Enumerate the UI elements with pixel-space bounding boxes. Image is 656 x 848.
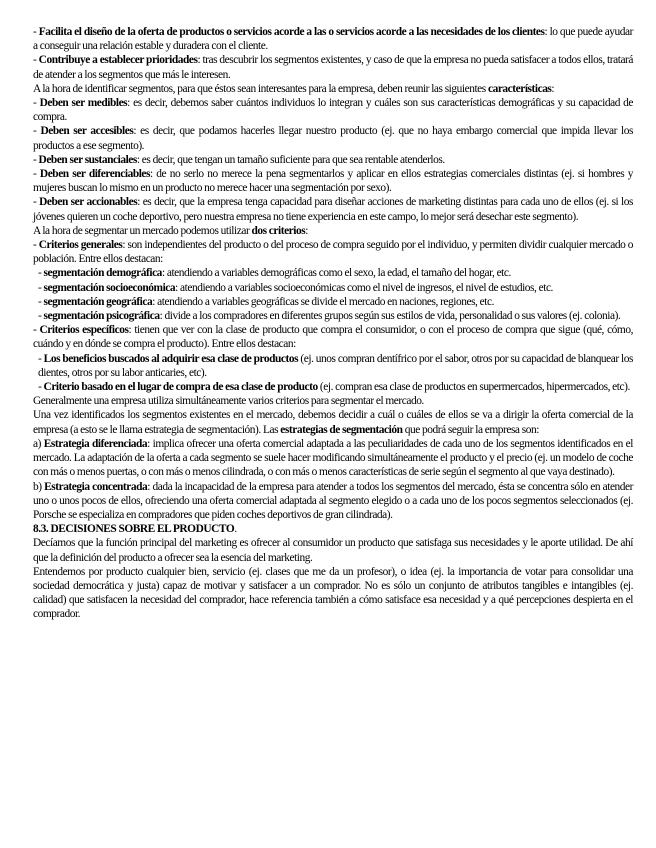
paragraph-text: (ej. compran esa clase de productos en supermercados, hipermercados, etc). — [317, 381, 630, 394]
bold-term: segmentación psicográfica — [43, 310, 160, 323]
bold-term: Deben ser sustanciales — [38, 153, 137, 166]
heading-text: 8.3. DECISIONES SOBRE EL PRODUCTO — [33, 523, 235, 536]
bullet: - — [33, 125, 41, 138]
bullet: - — [33, 54, 39, 67]
paragraph-accesibles — [33, 124, 633, 152]
paragraph-deciamos — [33, 536, 633, 564]
paragraph-text: : es decir, que podamos hacerles llegar nuestro producto (ej. que no haya embargo comercial que impida llevar los productos a ese segmento). — [33, 125, 633, 152]
paragraph-text: : atendiendo a variables demográficas como el sexo, la edad, el tamaño del hogar, etc. — [161, 267, 511, 280]
bullet: a) — [33, 437, 44, 450]
paragraph-socioeconomica — [33, 281, 633, 295]
paragraph-text: : son independientes del producto o del proceso de compra seguido por el individuo, y permiten dividir cualquier mercado o población. Entre ellos destacan: — [33, 239, 634, 266]
paragraph-text: : de no serlo no merece la pena segmentarlos y aplicar en ellos estrategias comerciales distintas (ej. si hombres y mujeres buscan lo mismo en un producto no merece hacer una segmentación por sexo). — [33, 168, 633, 195]
document-page — [33, 25, 633, 622]
bold-term: estrategias de segmentación — [280, 423, 403, 436]
paragraph-estrategia-concentrada — [33, 480, 633, 523]
paragraph-estrategia-diferenciada — [33, 437, 633, 480]
paragraph-estrategias-intro — [33, 408, 633, 436]
paragraph-text: Entendemos por producto cualquier bien, servicio (ej. clases que me da un profesor), o idea (ej. la importancia de votar para consolidar una sociedad democrática y justa) capaz de motivar y satisfacer a un comprador. No es sólo un conjunto de atributos tangibles e intangibles (ej. calidad) que satisfacen la necesidad del comprador, hace referencia también a cómo satisface esa necesidad y a qué percepciones despierta en el comprador. — [33, 565, 633, 621]
bullet: - — [38, 295, 44, 308]
bold-term: dos criterios — [251, 224, 306, 237]
bullet: - — [33, 196, 40, 209]
bullet: - — [33, 26, 39, 38]
bold-term: Criterio basado en el lugar de compra de esa clase de producto — [43, 381, 318, 394]
paragraph-contribuye — [33, 53, 633, 81]
paragraph-accionables — [33, 195, 633, 223]
paragraph-beneficios — [33, 352, 633, 380]
paragraph-generalmente — [33, 394, 633, 408]
bold-term: Deben ser medibles — [39, 97, 128, 110]
paragraph-text: (ej. unos compran dentífrico por el sabor, otros por su capacidad de blanquear los dientes, otros por su labor anticaries, etc). — [38, 352, 633, 379]
bold-term: Criterios específicos — [39, 324, 129, 337]
paragraph-diferenciables — [33, 167, 633, 195]
bullet: - — [33, 239, 39, 252]
paragraph-facilita — [33, 25, 633, 53]
section-heading — [33, 522, 633, 536]
paragraph-sustanciales — [33, 153, 633, 167]
paragraph-text: : es decir, que la empresa tenga capacidad para diseñar acciones de marketing distintas para cada uno de ellos (ej. si los jóvenes quieren un coche deportivo, pero nuestra empresa no tiene experiencia en este campo, lo mejor será desechar este segmento). — [33, 196, 633, 223]
bullet: - — [38, 281, 44, 294]
bold-term: Los beneficios buscados al adquirir esa clase de productos — [43, 352, 299, 365]
paragraph-medibles — [33, 96, 633, 124]
paragraph-lugar-compra — [33, 380, 633, 394]
bullet: - — [33, 324, 40, 337]
bullet: - — [38, 310, 44, 323]
bold-term: segmentación demográfica — [43, 267, 162, 280]
paragraph-text: que podrá seguir la empresa son: — [402, 423, 539, 436]
bullet: - — [38, 352, 44, 365]
bold-term: segmentación socioeconómica — [43, 281, 176, 294]
bullet: - — [38, 267, 44, 280]
bold-term: características — [487, 82, 552, 95]
paragraph-criterios-intro — [33, 224, 633, 238]
bold-term: Deben ser accesibles — [40, 125, 134, 138]
paragraph-text: : lo que puede ayudar a conseguir una relación estable y duradera con el cliente. — [33, 26, 633, 53]
bold-term: segmentación geográfica — [43, 295, 153, 308]
paragraph-criterios-generales — [33, 238, 633, 266]
bold-term: Deben ser diferenciables — [39, 168, 151, 181]
paragraph-text: : es decir, debemos saber cuántos individuos lo integran y cuáles son sus características demográficas y su capacidad de compra. — [33, 97, 633, 124]
bold-term: Contribuye a establecer prioridades — [38, 54, 198, 67]
paragraph-text: : implica ofrecer una oferta comercial adaptada a las peculiaridades de cada uno de los segmentos identificados en el mercado. La adaptación de la oferta a cada segmento se suele hacer modificando simultáneamente el producto y el precio (ej. un modelo de coche con más o menos puertas, o con más o menos cilindrada, o con más o menos características de serie según el segmento al que vaya destinado). — [33, 437, 634, 479]
paragraph-criterios-especificos — [33, 323, 633, 351]
paragraph-text: : atendiendo a variables socioeconómicas como el nivel de ingresos, el nivel de estudios, etc. — [175, 281, 553, 294]
bold-term: Estrategia diferenciada — [43, 437, 148, 450]
heading-period: . — [234, 523, 237, 536]
paragraph-text: Decíamos que la función principal del marketing es ofrecer al consumidor un producto que satisfaga sus necesidades y le aporte utilidad. De ahí que la definición del producto a ofrecer sea la esencia del marketing. — [33, 537, 633, 564]
paragraph-text: Generalmente una empresa utiliza simultáneamente varios criterios para segmentar el mercado. — [33, 395, 424, 408]
paragraph-text: : atendiendo a variables geográficas se divide el mercado en naciones, regiones, etc. — [152, 295, 494, 308]
paragraph-psicografica — [33, 309, 633, 323]
bullet: - — [38, 381, 44, 394]
paragraph-text: : dada la incapacidad de la empresa para atender a todos los segmentos del mercado, ésta se concentra sólo en atender uno o unos pocos de ellos, ofreciendo una oferta comercial adaptada al segmento elegido o a cada uno de los pocos segmentos seleccionados (ej. Porsche se especializa en compradores que piden coches deportivos de gran cilindrada). — [33, 480, 633, 521]
bold-term: Deben ser accionables — [39, 196, 138, 209]
paragraph-text: A la hora de segmentar un mercado podemos utilizar — [33, 224, 252, 237]
paragraph-text: : — [551, 82, 555, 95]
paragraph-text: : tienen que ver con la clase de producto que compra el consumidor, o con el proceso de compra que sigue (qué, cómo, cuándo y en dónde se compra el producto). Entre ellos destacan: — [33, 324, 633, 351]
bold-term: Criterios generales — [38, 239, 123, 252]
bullet: b) — [33, 480, 45, 493]
paragraph-entendemos — [33, 565, 633, 622]
paragraph-geografica — [33, 295, 633, 309]
bullet: - — [33, 97, 40, 110]
paragraph-text: : es decir, que tengan un tamaño suficiente para que sea rentable atenderlos. — [136, 153, 445, 166]
bold-term: Facilita el diseño de la oferta de productos o servicios acorde a las o servicios acorde a las necesidades de los clientes — [38, 26, 545, 38]
paragraph-text: A la hora de identificar segmentos, para que éstos sean interesantes para la empresa, deben reunir las siguientes — [33, 82, 488, 95]
paragraph-text: Una vez identificados los segmentos existentes en el mercado, debemos decidir a cuál o cuáles de ellos se va a dirigir la oferta comercial de la empresa (a esto se le llama estrategia de segmentación). Las — [33, 409, 633, 436]
paragraph-text: : — [305, 224, 308, 237]
bullet: - — [33, 168, 40, 181]
paragraph-caracteristicas-intro — [33, 82, 633, 96]
bold-term: Estrategia concentrada — [44, 480, 148, 493]
paragraph-text: : tras descubrir los segmentos existentes, y caso de que la empresa no pueda satisfacer a todos ellos, tratará de atender a los segmentos que más le interesen. — [33, 54, 633, 81]
paragraph-text: : divide a los compradores en diferentes grupos según sus estilos de vida, personalidad o sus valores (ej. colonia). — [159, 310, 621, 323]
bullet: - — [33, 153, 39, 166]
paragraph-demografica — [33, 266, 633, 280]
